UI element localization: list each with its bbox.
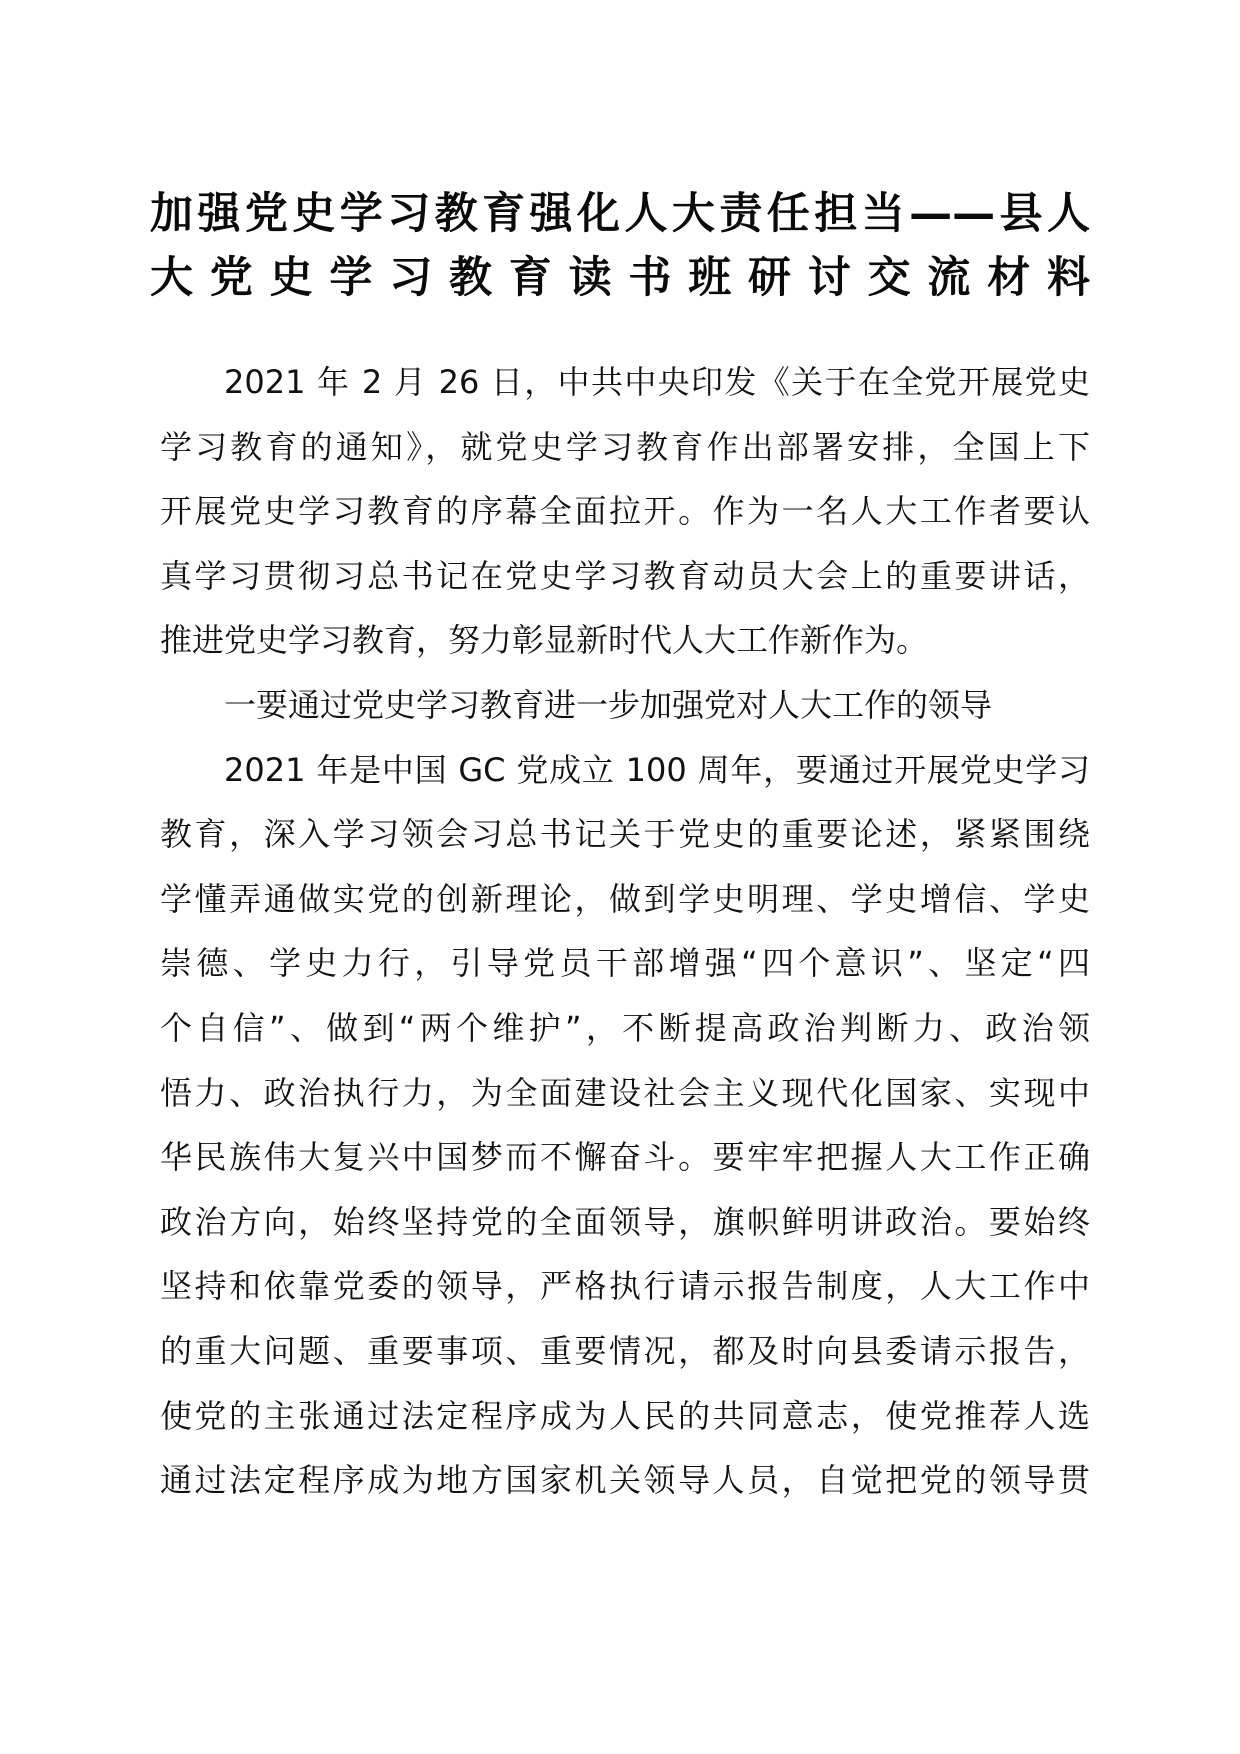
paragraph-line: 政治方向，始终坚持党的全面领导，旗帜鲜明讲政治。要始终 <box>160 1202 1090 1241</box>
paragraph-line: 坚持和依靠党委的领导，严格执行请示报告制度，人大工作中 <box>160 1267 1090 1306</box>
paragraph-body <box>160 738 1090 1513</box>
section-heading <box>160 673 1090 738</box>
paragraph-line: 的重大问题、重要事项、重要情况，都及时向县委请示报告， <box>160 1331 1090 1370</box>
document-title <box>150 182 1090 310</box>
paragraph-line: 通过法定程序成为地方国家机关领导人员，自觉把党的领导贯 <box>160 1461 1090 1500</box>
paragraph-line: 教育，深入学习领会习总书记关于党史的重要论述，紧紧围绕 <box>160 815 1090 854</box>
paragraph-line: 推进党史学习教育，努力彰显新时代人大工作新作为。 <box>160 621 929 660</box>
title-line: 加强党史学习教育强化人大责任担当——县人 <box>150 189 1090 239</box>
paragraph-line: 个自信”、做到“两个维护”，不断提高政治判断力、政治领 <box>160 1008 1090 1047</box>
document-body <box>160 350 1090 1513</box>
paragraph-line: 学懂弄通做实党的创新理论，做到学史明理、学史增信、学史 <box>160 879 1090 918</box>
paragraph-line: 使党的主张通过法定程序成为人民的共同意志，使党推荐人选 <box>160 1396 1090 1435</box>
section-heading-line: 一要通过党史学习教育进一步加强党对人大工作的领导 <box>224 685 993 724</box>
paragraph-line: 真学习贯彻习总书记在党史学习教育动员大会上的重要讲话， <box>160 556 1090 595</box>
paragraph-line: 2021 年 2 月 26 日，中共中央印发《关于在全党开展党史 <box>224 363 1090 401</box>
paragraph-line: 悟力、政治执行力，为全面建设社会主义现代化国家、实现中 <box>160 1073 1090 1112</box>
paragraph-line: 2021 年是中国 GC 党成立 100 周年，要通过开展党史学习 <box>224 750 1090 789</box>
title-line: 大党史学习教育读书班研讨交流材料 <box>150 253 1090 303</box>
paragraph-intro <box>160 350 1090 673</box>
paragraph-line: 华民族伟大复兴中国梦而不懈奋斗。要牢牢把握人大工作正确 <box>160 1138 1090 1177</box>
paragraph-line: 学习教育的通知》，就党史学习教育作出部署安排，全国上下 <box>160 427 1090 466</box>
paragraph-line: 崇德、学史力行，引导党员干部增强“四个意识”、坚定“四 <box>160 944 1090 983</box>
paragraph-line: 开展党史学习教育的序幕全面拉开。作为一名人大工作者要认 <box>160 492 1090 531</box>
